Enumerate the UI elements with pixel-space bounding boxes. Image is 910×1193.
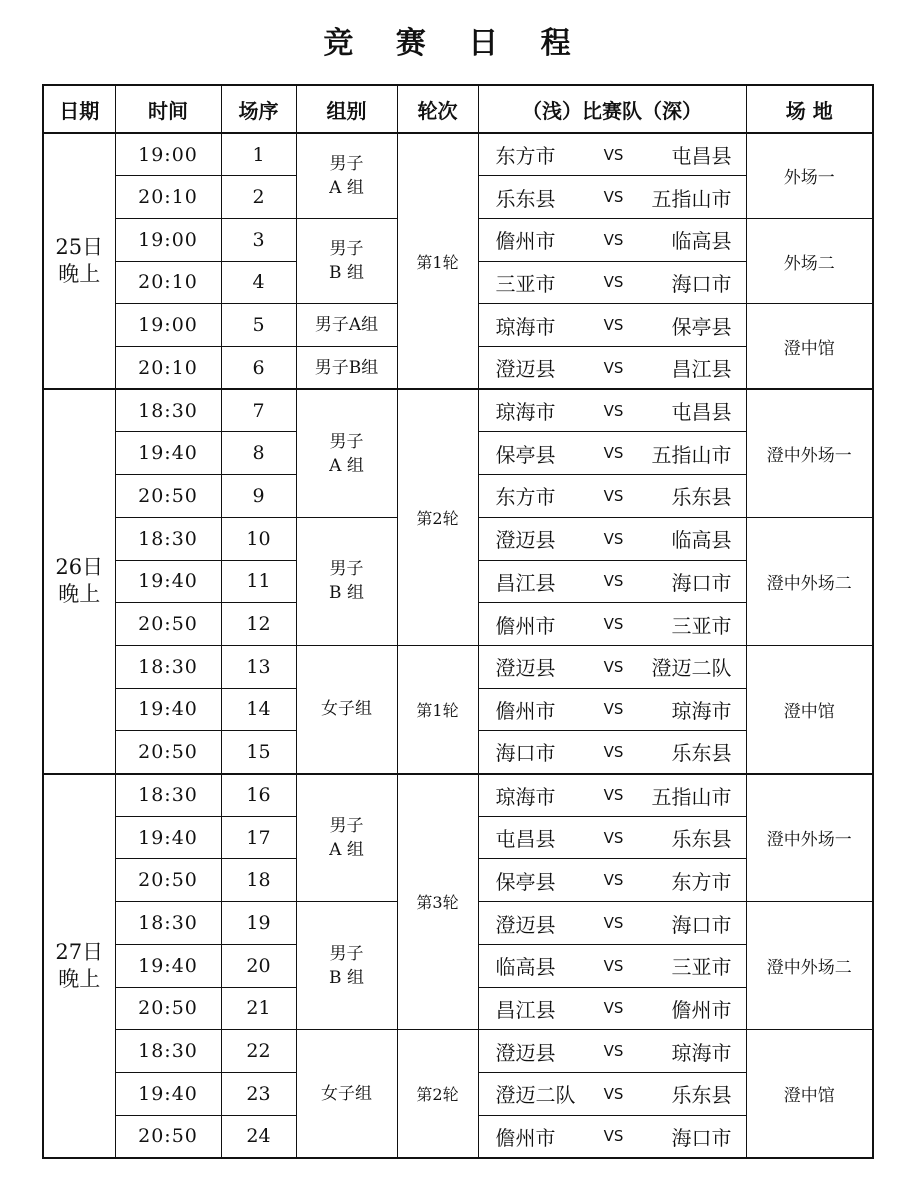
home-team: 乐东县 <box>495 186 556 211</box>
group-cell <box>296 774 397 902</box>
venue-cell: 澄中馆 <box>746 304 873 389</box>
vs-label: VS <box>603 273 624 292</box>
cell-line: 男子A组 <box>314 315 379 336</box>
match-time: 19:40 <box>115 432 221 475</box>
away-team: 海口市 <box>671 570 732 595</box>
match-seq: 5 <box>221 304 296 347</box>
vs-label: VS <box>603 700 624 719</box>
match-row <box>43 1030 873 1073</box>
home-team: 临高县 <box>495 955 556 980</box>
match-time: 18:30 <box>115 902 221 945</box>
vs-label: VS <box>603 999 624 1018</box>
home-team: 儋州市 <box>495 698 556 723</box>
round-cell: 第2轮 <box>397 389 478 645</box>
teams-wrap <box>479 140 746 169</box>
cell-line: 男子 <box>329 239 364 260</box>
teams-cell <box>478 688 746 731</box>
group-cell <box>296 902 397 1030</box>
round-cell: 第1轮 <box>397 133 478 389</box>
cell-line: 女子组 <box>321 699 372 720</box>
match-time: 19:40 <box>115 688 221 731</box>
match-seq: 13 <box>221 645 296 688</box>
away-team: 屯昌县 <box>671 144 732 169</box>
match-time: 18:30 <box>115 389 221 432</box>
home-team: 澄迈县 <box>495 656 556 681</box>
cell-line: 晚上 <box>58 582 101 607</box>
cell-line: B 组 <box>329 263 364 284</box>
away-team: 临高县 <box>671 528 732 553</box>
home-team: 琼海市 <box>495 784 556 809</box>
teams-cell <box>478 432 746 475</box>
teams-cell <box>478 902 746 945</box>
vs-label: VS <box>603 572 624 591</box>
vs-label: VS <box>603 529 624 548</box>
teams-cell <box>478 261 746 304</box>
teams-wrap <box>479 524 746 553</box>
away-team: 乐东县 <box>671 485 732 510</box>
match-time: 19:00 <box>115 304 221 347</box>
group-cell <box>296 347 397 390</box>
teams-cell <box>478 133 746 176</box>
home-team: 澄迈二队 <box>495 1083 576 1108</box>
teams-cell <box>478 304 746 347</box>
away-team: 屯昌县 <box>671 400 732 425</box>
away-team: 儋州市 <box>671 997 732 1022</box>
group-cell <box>296 304 397 347</box>
vs-label: VS <box>603 316 624 335</box>
teams-cell <box>478 560 746 603</box>
group-cell <box>296 133 397 218</box>
group-cell <box>296 517 397 645</box>
teams-wrap <box>479 695 746 724</box>
match-time: 19:40 <box>115 944 221 987</box>
teams-cell <box>478 218 746 261</box>
teams-wrap <box>479 1037 746 1066</box>
vs-label: VS <box>603 444 624 463</box>
home-team: 保亭县 <box>495 442 556 467</box>
vs-label: VS <box>603 188 624 207</box>
cell-line: 女子组 <box>321 1083 372 1104</box>
cell-line: A 组 <box>329 177 364 198</box>
header-time: 时间 <box>115 85 221 133</box>
teams-wrap <box>479 183 746 212</box>
venue-cell: 澄中馆 <box>746 645 873 773</box>
round-cell: 第2轮 <box>397 1030 478 1158</box>
home-team: 澄迈县 <box>495 1040 556 1065</box>
vs-label: VS <box>603 871 624 890</box>
home-team: 保亭县 <box>495 869 556 894</box>
teams-wrap <box>479 396 746 425</box>
match-time: 19:40 <box>115 560 221 603</box>
match-time: 19:40 <box>115 1072 221 1115</box>
header-date: 日期 <box>43 85 115 133</box>
teams-cell <box>478 645 746 688</box>
group-cell <box>296 645 397 773</box>
match-seq: 2 <box>221 176 296 219</box>
vs-label: VS <box>603 401 624 420</box>
match-time: 20:50 <box>115 475 221 518</box>
vs-label: VS <box>603 1084 624 1103</box>
away-team: 琼海市 <box>671 1040 732 1065</box>
cell-line: 男子 <box>329 943 364 964</box>
match-seq: 17 <box>221 816 296 859</box>
home-team: 海口市 <box>495 741 556 766</box>
group-cell <box>296 1030 397 1158</box>
home-team: 儋州市 <box>495 1125 556 1150</box>
home-team: 东方市 <box>495 485 556 510</box>
match-time: 20:50 <box>115 603 221 646</box>
date-cell <box>43 133 115 389</box>
match-row <box>43 774 873 817</box>
match-seq: 9 <box>221 475 296 518</box>
away-team: 海口市 <box>671 1125 732 1150</box>
home-team: 儋州市 <box>495 229 556 254</box>
vs-label: VS <box>603 145 624 164</box>
teams-wrap <box>479 225 746 254</box>
header-venue: 场 地 <box>746 85 873 133</box>
home-team: 澄迈县 <box>495 912 556 937</box>
cell-line: 男子B组 <box>314 357 379 378</box>
vs-label: VS <box>603 786 624 805</box>
cell-line: 25日 <box>55 235 104 260</box>
teams-cell <box>478 774 746 817</box>
match-time: 20:50 <box>115 1115 221 1158</box>
match-seq: 24 <box>221 1115 296 1158</box>
teams-wrap <box>479 1079 746 1108</box>
venue-cell: 澄中外场一 <box>746 774 873 902</box>
match-seq: 18 <box>221 859 296 902</box>
teams-wrap <box>479 439 746 468</box>
teams-cell <box>478 816 746 859</box>
teams-wrap <box>479 610 746 639</box>
teams-cell <box>478 603 746 646</box>
round-cell: 第3轮 <box>397 774 478 1030</box>
teams-cell <box>478 347 746 390</box>
header-round: 轮次 <box>397 85 478 133</box>
match-row <box>43 133 873 176</box>
vs-label: VS <box>603 230 624 249</box>
home-team: 屯昌县 <box>495 827 556 852</box>
away-team: 五指山市 <box>651 442 732 467</box>
match-seq: 11 <box>221 560 296 603</box>
teams-wrap <box>479 353 746 382</box>
teams-cell <box>478 389 746 432</box>
teams-cell <box>478 1030 746 1073</box>
cell-line: B 组 <box>329 583 364 604</box>
teams-wrap <box>479 1122 746 1151</box>
match-row <box>43 389 873 432</box>
away-team: 东方市 <box>671 869 732 894</box>
teams-cell <box>478 731 746 774</box>
match-seq: 8 <box>221 432 296 475</box>
away-team: 海口市 <box>671 912 732 937</box>
venue-cell: 外场二 <box>746 218 873 303</box>
match-seq: 19 <box>221 902 296 945</box>
teams-wrap <box>479 994 746 1023</box>
away-team: 琼海市 <box>671 698 732 723</box>
vs-label: VS <box>603 657 624 676</box>
away-team: 五指山市 <box>651 784 732 809</box>
date-cell <box>43 389 115 773</box>
match-seq: 22 <box>221 1030 296 1073</box>
teams-wrap <box>479 567 746 596</box>
teams-wrap <box>479 781 746 810</box>
away-team: 三亚市 <box>671 613 732 638</box>
teams-cell <box>478 944 746 987</box>
teams-wrap <box>479 311 746 340</box>
teams-cell <box>478 475 746 518</box>
match-time: 18:30 <box>115 1030 221 1073</box>
home-team: 澄迈县 <box>495 357 556 382</box>
match-seq: 12 <box>221 603 296 646</box>
vs-label: VS <box>603 828 624 847</box>
match-time: 19:00 <box>115 218 221 261</box>
vs-label: VS <box>603 486 624 505</box>
match-seq: 1 <box>221 133 296 176</box>
cell-line: 27日 <box>55 939 104 964</box>
away-team: 乐东县 <box>671 741 732 766</box>
match-time: 19:40 <box>115 816 221 859</box>
home-team: 昌江县 <box>495 570 556 595</box>
vs-label: VS <box>603 615 624 634</box>
home-team: 昌江县 <box>495 997 556 1022</box>
match-time: 18:30 <box>115 774 221 817</box>
match-time: 18:30 <box>115 517 221 560</box>
vs-label: VS <box>603 742 624 761</box>
vs-label: VS <box>603 956 624 975</box>
teams-cell <box>478 176 746 219</box>
header-seq: 场序 <box>221 85 296 133</box>
venue-cell: 澄中馆 <box>746 1030 873 1158</box>
teams-wrap <box>479 481 746 510</box>
teams-cell <box>478 859 746 902</box>
cell-line: A 组 <box>329 839 364 860</box>
match-row <box>43 645 873 688</box>
schedule-table <box>42 84 874 1159</box>
header-teams: （浅）比赛队（深） <box>478 85 746 133</box>
group-cell <box>296 389 397 517</box>
away-team: 澄迈二队 <box>651 656 732 681</box>
match-time: 20:50 <box>115 731 221 774</box>
match-time: 20:10 <box>115 176 221 219</box>
match-time: 18:30 <box>115 645 221 688</box>
match-time: 20:50 <box>115 987 221 1030</box>
header-row <box>43 85 873 133</box>
home-team: 儋州市 <box>495 613 556 638</box>
away-team: 保亭县 <box>671 314 732 339</box>
match-seq: 20 <box>221 944 296 987</box>
teams-wrap <box>479 268 746 297</box>
teams-wrap <box>479 823 746 852</box>
date-cell <box>43 774 115 1158</box>
home-team: 琼海市 <box>495 314 556 339</box>
match-seq: 16 <box>221 774 296 817</box>
match-seq: 10 <box>221 517 296 560</box>
vs-label: VS <box>603 914 624 932</box>
teams-cell <box>478 517 746 560</box>
away-team: 乐东县 <box>671 1083 732 1108</box>
page-title: 竞 赛 日 程 <box>323 26 587 61</box>
teams-cell <box>478 1072 746 1115</box>
match-seq: 23 <box>221 1072 296 1115</box>
match-time: 20:10 <box>115 347 221 390</box>
match-seq: 6 <box>221 347 296 390</box>
header-group: 组别 <box>296 85 397 133</box>
away-team: 临高县 <box>671 229 732 254</box>
match-time: 20:10 <box>115 261 221 304</box>
away-team: 昌江县 <box>671 357 732 382</box>
cell-line: 26日 <box>55 555 104 580</box>
away-team: 乐东县 <box>671 827 732 852</box>
round-cell: 第1轮 <box>397 645 478 773</box>
cell-line: 男子 <box>329 559 364 580</box>
teams-wrap <box>479 737 746 766</box>
cell-line: 男子 <box>329 431 364 452</box>
match-time: 19:00 <box>115 133 221 176</box>
teams-wrap <box>479 866 746 895</box>
teams-wrap <box>479 951 746 980</box>
match-seq: 14 <box>221 688 296 731</box>
group-cell <box>296 218 397 303</box>
teams-wrap <box>479 652 746 681</box>
home-team: 澄迈县 <box>495 528 556 553</box>
home-team: 琼海市 <box>495 400 556 425</box>
match-seq: 15 <box>221 731 296 774</box>
cell-line: 男子 <box>329 153 364 174</box>
cell-line: 男子 <box>329 815 364 836</box>
match-seq: 4 <box>221 261 296 304</box>
venue-cell: 外场一 <box>746 133 873 218</box>
away-team: 五指山市 <box>651 186 732 211</box>
venue-cell: 澄中外场二 <box>746 517 873 645</box>
teams-cell <box>478 1115 746 1158</box>
teams-wrap <box>479 909 746 938</box>
cell-line: 晚上 <box>58 966 101 991</box>
vs-label: VS <box>603 358 624 377</box>
cell-line: B 组 <box>329 967 364 988</box>
vs-label: VS <box>603 1042 624 1061</box>
vs-label: VS <box>603 1127 624 1146</box>
match-seq: 7 <box>221 389 296 432</box>
away-team: 海口市 <box>671 271 732 296</box>
match-seq: 21 <box>221 987 296 1030</box>
cell-line: 晚上 <box>58 262 101 287</box>
cell-line: A 组 <box>329 455 364 476</box>
match-time: 20:50 <box>115 859 221 902</box>
venue-cell: 澄中外场一 <box>746 389 873 517</box>
home-team: 三亚市 <box>495 271 556 296</box>
home-team: 东方市 <box>495 144 556 169</box>
away-team: 三亚市 <box>671 955 732 980</box>
teams-cell <box>478 987 746 1030</box>
venue-cell: 澄中外场二 <box>746 902 873 1030</box>
match-seq: 3 <box>221 218 296 261</box>
